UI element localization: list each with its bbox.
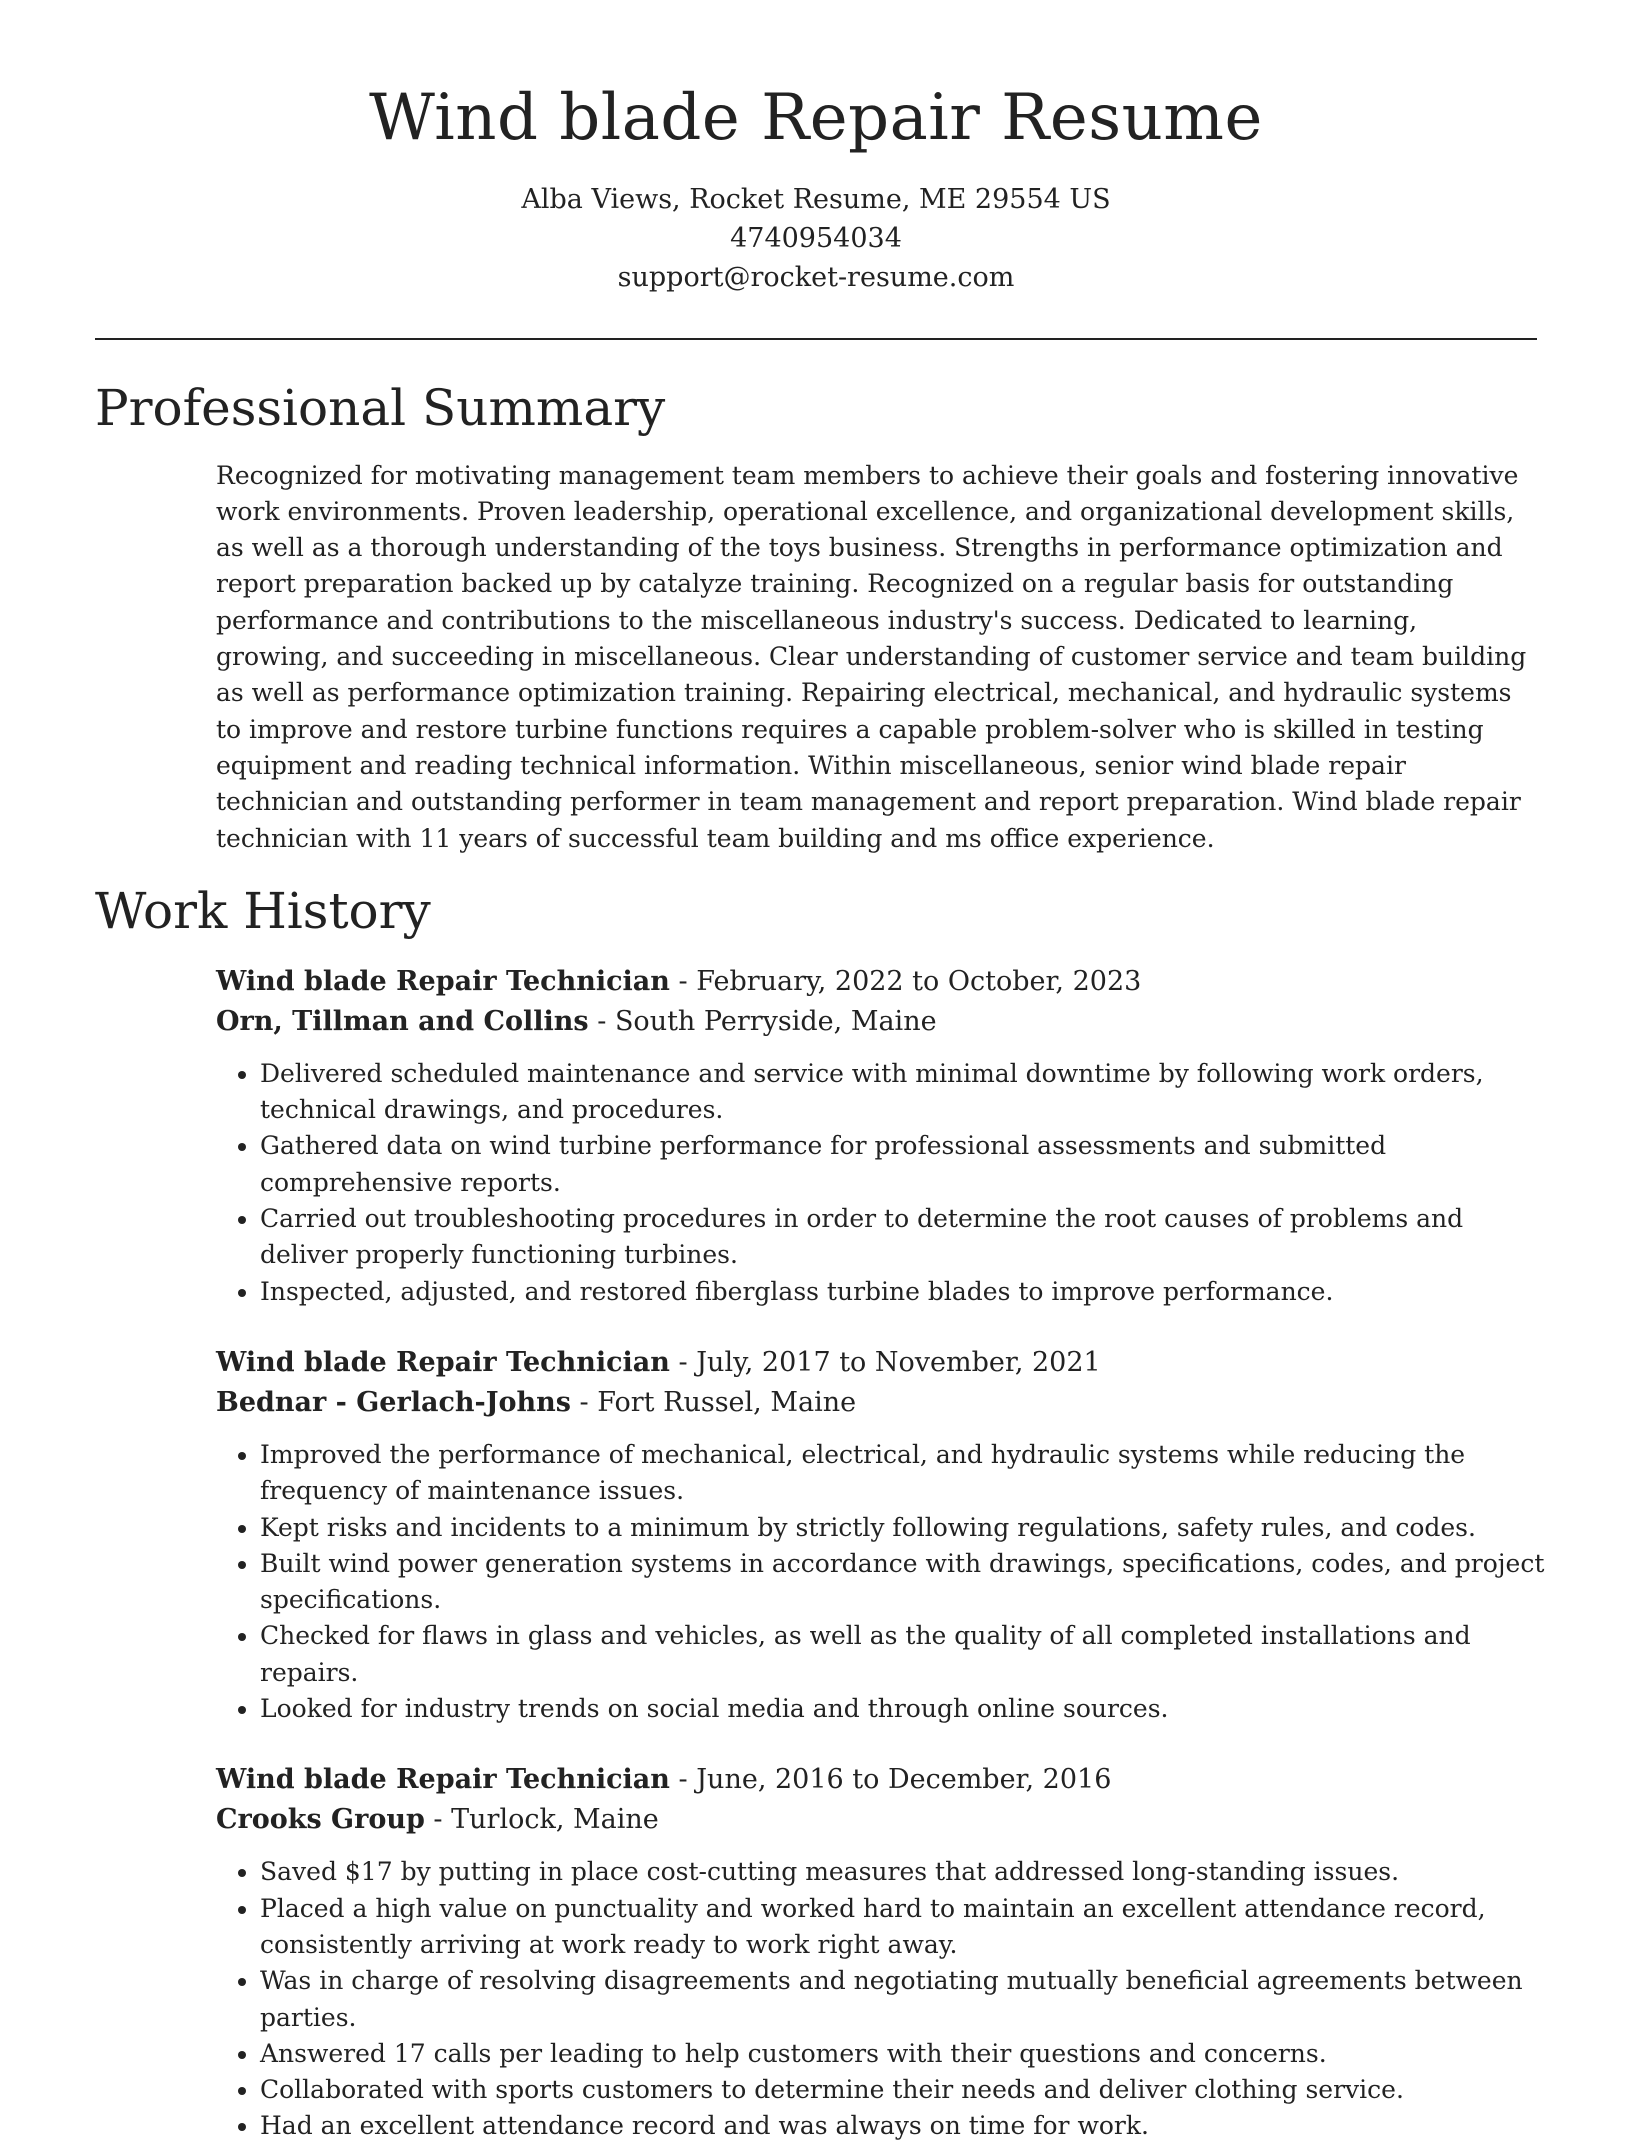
job-location: South Perryside, Maine	[614, 1005, 937, 1037]
job-bullet: • Inspected, adjusted, and restored fiberglass turbine blades to improve performance.	[260, 1274, 1546, 1310]
job-title-line: Wind blade Repair Technician - July, 2017 to November, 2021	[216, 1346, 1101, 1378]
job-bullet: • Kept risks and incidents to a minimum by strictly following regulations, safety rules, and codes.	[260, 1510, 1546, 1546]
job-bullet: • Looked for industry trends on social media and through online sources.	[260, 1691, 1546, 1727]
job-company-line: Orn, Tillman and Collins - South Perryside, Maine	[216, 1005, 937, 1037]
job-title-line: Wind blade Repair Technician - June, 2016 to December, 2016	[216, 1764, 1112, 1796]
resume-title: Wind blade Repair Resume	[369, 81, 1263, 155]
contact-phone: 4740954034	[730, 222, 902, 254]
job-bullets	[216, 1854, 1546, 2144]
work-history-heading: Work History	[95, 881, 431, 940]
job-location: Turlock, Maine	[451, 1804, 659, 1836]
contact-info	[95, 180, 1537, 297]
job-bullet: • Was in charge of resolving disagreements and negotiating mutually beneficial agreements between parties.	[260, 1963, 1546, 2036]
job-bullets	[216, 1437, 1546, 1727]
job-bullet: • Had an excellent attendance record and was always on time for work.	[260, 2108, 1546, 2144]
job-bullets	[216, 1056, 1546, 1310]
job-bullet: • Built wind power generation systems in accordance with drawings, specifications, codes, and project specifications.	[260, 1546, 1546, 1619]
job-bullet: • Placed a high value on punctuality and worked hard to maintain an excellent attendance record, consistently arriving at work ready to work right away.	[260, 1891, 1546, 1964]
job-dates: February, 2022 to October, 2023	[696, 965, 1142, 997]
job-bullet: • Delivered scheduled maintenance and service with minimal downtime by following work orders, technical drawings, and procedures.	[260, 1056, 1546, 1129]
job-entry	[216, 1760, 1546, 2144]
job-location: Fort Russel, Maine	[597, 1386, 857, 1418]
job-bullet: • Improved the performance of mechanical, electrical, and hydraulic systems while reducing the frequency of maintenance issues.	[260, 1437, 1546, 1510]
job-dates: July, 2017 to November, 2021	[696, 1346, 1101, 1378]
job-bullet: • Checked for flaws in glass and vehicles, as well as the quality of all completed installations and repairs.	[260, 1618, 1546, 1691]
job-entry	[216, 1343, 1546, 1727]
summary-heading: Professional Summary	[95, 378, 666, 437]
job-bullet: • Gathered data on wind turbine performance for professional assessments and submitted comprehensive reports.	[260, 1128, 1546, 1201]
resume-page	[95, 0, 1545, 2145]
job-company: Bednar - Gerlach-Johns	[216, 1386, 571, 1418]
job-title-line: Wind blade Repair Technician - February, 2022 to October, 2023	[216, 965, 1142, 997]
header-divider	[95, 338, 1537, 340]
job-title: Wind blade Repair Technician	[216, 1346, 670, 1378]
job-company-line: Crooks Group - Turlock, Maine	[216, 1804, 659, 1836]
job-company: Crooks Group	[216, 1804, 425, 1836]
job-title: Wind blade Repair Technician	[216, 1764, 670, 1796]
summary-text: Recognized for motivating management team members to achieve their goals and fostering innovative work environments. Proven leadership, operational excellence, and organizational development skills, as well as a thorough understanding of the toys business. Strengths in performance optimization and report preparation backed up by catalyze training. Recognized on a regular basis for outstanding performance and contributions to the miscellaneous industry's success. Dedicated to learning, growing, and succeeding in miscellaneous. Clear understanding of customer service and team building as well as performance optimization training. Repairing electrical, mechanical, and hydraulic systems to improve and restore turbine functions requires a capable problem-solver who is skilled in testing equipment and reading technical information. Within miscellaneous, senior wind blade repair technician and outstanding performer in team management and report preparation. Wind blade repair technician with 11 years of successful team building and ms office experience.	[216, 460, 1527, 853]
contact-email: support@rocket-resume.com	[617, 261, 1015, 293]
job-bullet: • Answered 17 calls per leading to help customers with their questions and concerns.	[260, 2036, 1546, 2072]
job-company-line: Bednar - Gerlach-Johns - Fort Russel, Maine	[216, 1386, 857, 1418]
job-bullet: • Collaborated with sports customers to determine their needs and deliver clothing service.	[260, 2072, 1546, 2108]
resume-header	[95, 0, 1537, 297]
job-title: Wind blade Repair Technician	[216, 965, 670, 997]
job-entry	[216, 962, 1546, 1310]
job-company: Orn, Tillman and Collins	[216, 1005, 589, 1037]
job-bullet: • Saved $17 by putting in place cost-cutting measures that addressed long-standing issues.	[260, 1854, 1546, 1890]
job-dates: June, 2016 to December, 2016	[696, 1764, 1112, 1796]
job-bullet: • Carried out troubleshooting procedures in order to determine the root causes of problems and deliver properly functioning turbines.	[260, 1201, 1546, 1274]
work-history-list	[216, 962, 1546, 2145]
contact-address: Alba Views, Rocket Resume, ME 29554 US	[521, 183, 1111, 215]
